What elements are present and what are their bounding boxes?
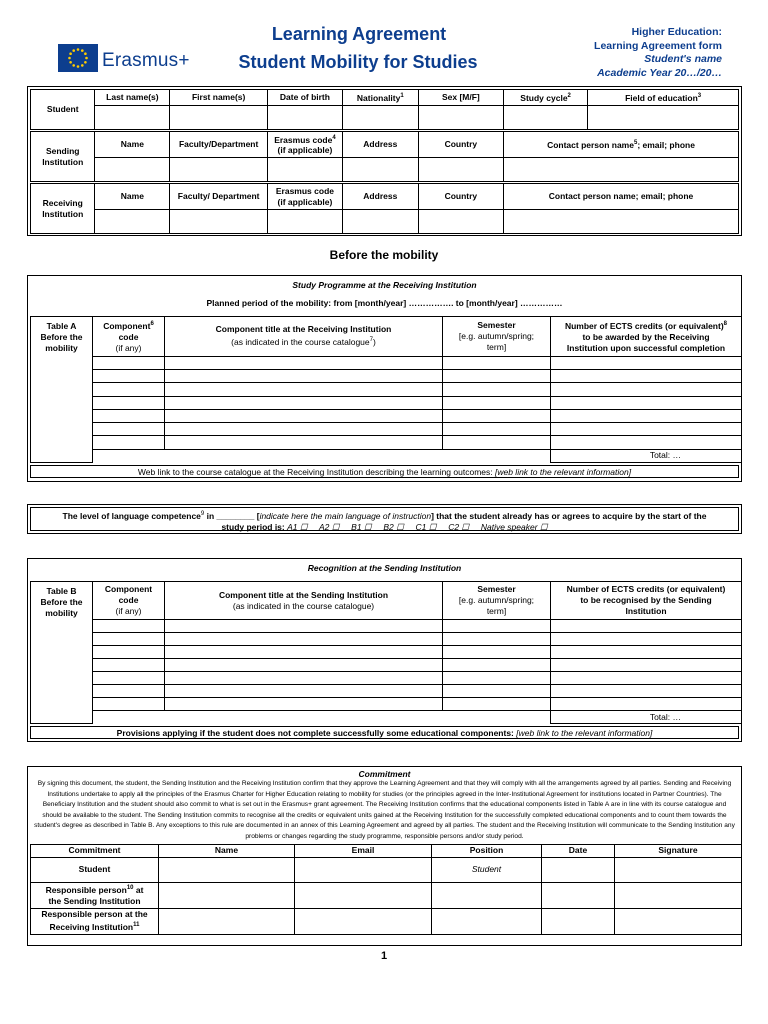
table-b-code-cell[interactable]: [93, 672, 165, 685]
table-a-ects-cell[interactable]: [551, 383, 742, 396]
sending-col-contact: Contact person name$^5$; email; phone: [504, 132, 739, 158]
student-name-field[interactable]: [159, 857, 295, 882]
student-email-field[interactable]: [295, 857, 432, 882]
table-a-code-cell[interactable]: [93, 383, 165, 396]
col-first-name: First name(s): [170, 90, 268, 106]
table-a-ects-cell[interactable]: [551, 356, 742, 369]
receiving-name-field[interactable]: [95, 210, 170, 234]
table-a-semester-cell[interactable]: [443, 436, 551, 449]
table-b-semester-cell[interactable]: [443, 685, 551, 698]
col-sex: Sex [M/F]: [418, 90, 503, 106]
table-b-ects-cell[interactable]: [551, 685, 742, 698]
table-b-code-cell[interactable]: [93, 685, 165, 698]
table-b-title-cell[interactable]: [165, 659, 443, 672]
form-info-line-1: Higher Education:: [631, 26, 722, 38]
table-b-title-cell[interactable]: [165, 633, 443, 646]
academic-year-label: Academic Year 20…/20…: [597, 66, 722, 79]
first-name-field[interactable]: [170, 106, 268, 130]
table-b-title-cell[interactable]: [165, 672, 443, 685]
commitment-row-sending: Responsible person$^{10}$ at the Sending Institution: [31, 882, 159, 908]
table-b-label: Table B Before the mobility: [31, 582, 93, 724]
table-a-title-cell[interactable]: [165, 396, 443, 409]
table-a-container: [27, 275, 742, 482]
last-name-field[interactable]: [95, 106, 170, 130]
table-b: [30, 581, 742, 724]
sending-col-address: Address: [342, 132, 418, 158]
table-b-ects-cell[interactable]: [551, 672, 742, 685]
receiving-col-erasmus-code: Erasmus code (if applicable): [268, 184, 343, 210]
table-a-code-cell[interactable]: [93, 396, 165, 409]
commitment-col-date: Date: [542, 844, 615, 857]
table-a-code-cell[interactable]: [93, 409, 165, 422]
table-a-ects-cell[interactable]: [551, 436, 742, 449]
table-b-col-semester: Semester [e.g. autumn/spring; term]: [443, 582, 551, 620]
table-b-code-cell[interactable]: [93, 698, 165, 711]
language-competence-box: [27, 504, 742, 534]
table-b-code-cell[interactable]: [93, 620, 165, 633]
commitment-col-email: Email: [295, 844, 432, 857]
commitment-row-receiving: Responsible person at the Receiving Institution$^{11}$: [31, 908, 159, 934]
sex-field[interactable]: [418, 106, 503, 130]
col-last-name: Last name(s): [95, 90, 170, 106]
table-a-title-cell[interactable]: [165, 383, 443, 396]
table-a-semester-cell[interactable]: [443, 383, 551, 396]
table-a-col-ects: Number of ECTS credits (or equivalent)$^8$ to be awarded by the Receiving Institution upon successful completion: [551, 317, 742, 357]
receiving-erasmus-code-field[interactable]: [268, 210, 343, 234]
table-a-title-cell[interactable]: [165, 423, 443, 436]
sending-name-field[interactable]: [95, 158, 170, 182]
table-b-ects-cell[interactable]: [551, 698, 742, 711]
receiving-col-country: Country: [418, 184, 503, 210]
table-b-ects-cell[interactable]: [551, 646, 742, 659]
table-b-semester-cell[interactable]: [443, 646, 551, 659]
col-study-cycle: Study cycle$^2$: [504, 90, 588, 106]
student-signature-field[interactable]: [615, 857, 742, 882]
table-b-semester-cell[interactable]: [443, 633, 551, 646]
col-nationality: Nationality$^1$: [342, 90, 418, 106]
table-b-title-cell[interactable]: [165, 685, 443, 698]
student-position-field[interactable]: Student: [432, 857, 542, 882]
sending-resp-name-field[interactable]: [159, 882, 295, 908]
course-catalogue-weblink[interactable]: Web link to the course catalogue at the Receiving Institution describing the learning outcomes: [web link to the relevant information]: [30, 465, 739, 478]
table-b-total[interactable]: Total: …: [551, 711, 742, 724]
receiving-col-address: Address: [342, 184, 418, 210]
sending-faculty-field[interactable]: [170, 158, 268, 182]
nationality-field[interactable]: [342, 106, 418, 130]
table-b-semester-cell[interactable]: [443, 659, 551, 672]
commitment-col-commitment: Commitment: [31, 844, 159, 857]
table-b-title-cell[interactable]: [165, 698, 443, 711]
table-b-ects-cell[interactable]: [551, 659, 742, 672]
table-a-semester-cell[interactable]: [443, 370, 551, 383]
receiving-col-contact: Contact person name; email; phone: [504, 184, 739, 210]
table-a-title-cell[interactable]: [165, 356, 443, 369]
table-a-code-cell[interactable]: [93, 436, 165, 449]
table-b-code-cell[interactable]: [93, 633, 165, 646]
commitment-col-position: Position: [432, 844, 542, 857]
receiving-resp-email-field[interactable]: [295, 908, 432, 934]
provisions-weblink[interactable]: Provisions applying if the student does not complete successfully some educational components: [web link to the relevant information]: [30, 726, 739, 739]
commitment-title: Commitment: [358, 769, 411, 779]
page-title: Learning Agreement: [271, 24, 447, 44]
receiving-resp-name-field[interactable]: [159, 908, 295, 934]
students-name-label: Student's name: [644, 53, 722, 65]
table-b-semester-cell[interactable]: [443, 620, 551, 633]
table-b-col-title: Component title at the Sending Institution (as indicated in the course catalogue): [165, 582, 443, 620]
table-b-ects-cell[interactable]: [551, 633, 742, 646]
page-number: 1: [380, 950, 388, 962]
page-subtitle: Student Mobility for Studies: [238, 52, 478, 72]
col-date-of-birth: Date of birth: [268, 90, 343, 106]
commitment-col-signature: Signature: [615, 844, 742, 857]
study-cycle-field[interactable]: [504, 106, 588, 130]
table-a-ects-cell[interactable]: [551, 396, 742, 409]
study-programme-title: Study Programme at the Receiving Institution: [292, 280, 477, 290]
commitment-table: [30, 844, 742, 935]
table-b-semester-cell[interactable]: [443, 698, 551, 711]
table-a-ects-cell[interactable]: [551, 409, 742, 422]
sending-resp-signature-field[interactable]: [615, 882, 742, 908]
table-a-semester-cell[interactable]: [443, 423, 551, 436]
eu-flag-icon: [58, 44, 98, 72]
table-a-title-cell[interactable]: [165, 370, 443, 383]
sending-contact-field[interactable]: [504, 158, 739, 182]
receiving-resp-date-field[interactable]: [542, 908, 615, 934]
commitment-container: [27, 766, 742, 946]
commitment-text: By signing this document, the student, the Sending Institution and the Receiving Institution confirm that they approve the Learning Agreement and that they will comply with all the arrangements agreed by all parties. Sending and Receiving Institutions undertake to apply all the principles of the Erasmus Charter for Higher Education relating to mobility for studies (or the principles agreed in the Inter-Institutional Agreement for institutions located in Partner Countries). The Beneficiary Institution and the student should also commit to what is set out in the Erasmus+ grant agreement. The Receiving Institution confirms that the educational components listed in Table A are in line with its course catalogue and should be available to the student. The Sending Institution commits to recognise all the credits or equivalent units gained at the Receiving Institution for the successfully completed educational components and to count them towards the student's degree as described in Table B. Any exceptions to this rule are documented in an annex of this Learning Agreement and agreed by all parties. The student and the Receiving Institution will communicate to the Sending Institution any problems or changes regarding the study programme, responsible persons and/or study period.: [34, 780, 735, 840]
sending-col-name: Name: [95, 132, 170, 158]
receiving-contact-field[interactable]: [504, 210, 739, 234]
table-a-ects-cell[interactable]: [551, 423, 742, 436]
table-a-label: Table A Before the mobility: [31, 317, 93, 463]
table-a-semester-cell[interactable]: [443, 409, 551, 422]
table-a-col-semester: Semester [e.g. autumn/spring; term]: [443, 317, 551, 357]
table-b-col-ects: Number of ECTS credits (or equivalent) to be recognised by the Sending Institution: [551, 582, 742, 620]
receiving-resp-position-field[interactable]: [432, 908, 542, 934]
receiving-institution-label: Receiving Institution: [31, 184, 95, 234]
sending-institution-label: Sending Institution: [31, 132, 95, 182]
form-info-block: [594, 26, 722, 80]
recognition-title: Recognition at the Sending Institution: [307, 563, 462, 573]
table-b-ects-cell[interactable]: [551, 620, 742, 633]
student-row-label: Student: [31, 90, 95, 130]
sending-col-faculty: Faculty/Department: [170, 132, 268, 158]
table-a-title-cell[interactable]: [165, 436, 443, 449]
receiving-col-faculty: Faculty/ Department: [170, 184, 268, 210]
table-b-semester-cell[interactable]: [443, 672, 551, 685]
table-a-code-cell[interactable]: [93, 370, 165, 383]
language-competence-line-1: The level of language competence$^9$ in ________ [indicate here the main language of instruction] that the student already has or agrees to acquire by the start of the: [62, 510, 707, 521]
table-b-container: [27, 558, 742, 742]
sending-resp-email-field[interactable]: [295, 882, 432, 908]
sending-resp-date-field[interactable]: [542, 882, 615, 908]
table-b-title-cell[interactable]: [165, 620, 443, 633]
planned-period: Planned period of the mobility: from [month/year] ……………. to [month/year] ……………: [206, 298, 563, 308]
student-date-field[interactable]: [542, 857, 615, 882]
field-of-education-field[interactable]: [588, 106, 739, 130]
language-competence-line-2[interactable]: study period is: A1 ☐ A2 ☐ B1 ☐ B2 ☐ C1 ☐ C2 ☐ Native speaker ☐: [221, 521, 548, 532]
sending-address-field[interactable]: [342, 158, 418, 182]
table-a-semester-cell[interactable]: [443, 396, 551, 409]
table-a-col-title: Component title at the Receiving Institution (as indicated in the course catalogue$^7$): [165, 317, 443, 357]
col-field-of-education: Field of education$^3$: [588, 90, 739, 106]
logo-text: Erasmus+: [102, 50, 190, 71]
table-a-ects-cell[interactable]: [551, 370, 742, 383]
commitment-col-name: Name: [159, 844, 295, 857]
table-a-total[interactable]: Total: …: [551, 449, 742, 462]
table-a-semester-cell[interactable]: [443, 356, 551, 369]
table-b-code-cell[interactable]: [93, 659, 165, 672]
table-b-title-cell[interactable]: [165, 646, 443, 659]
receiving-country-field[interactable]: [418, 210, 503, 234]
erasmus-logo: [58, 44, 198, 76]
before-mobility-heading: Before the mobility: [329, 248, 439, 262]
table-a-title-cell[interactable]: [165, 409, 443, 422]
receiving-resp-signature-field[interactable]: [615, 908, 742, 934]
commitment-row-student: Student: [31, 857, 159, 882]
table-b-col-code: Component code (if any): [93, 582, 165, 620]
table-a-col-code: Component$^6$ code (if any): [93, 317, 165, 357]
sending-resp-position-field[interactable]: [432, 882, 542, 908]
sending-col-erasmus-code: Erasmus code$^4$ (if applicable): [268, 132, 343, 158]
table-b-code-cell[interactable]: [93, 646, 165, 659]
participants-table: [27, 86, 742, 236]
sending-erasmus-code-field[interactable]: [268, 158, 343, 182]
receiving-faculty-field[interactable]: [170, 210, 268, 234]
receiving-address-field[interactable]: [342, 210, 418, 234]
table-a-code-cell[interactable]: [93, 356, 165, 369]
sending-country-field[interactable]: [418, 158, 503, 182]
table-a-code-cell[interactable]: [93, 423, 165, 436]
form-info-line-2: Learning Agreement form: [594, 39, 722, 52]
table-a: [30, 316, 742, 463]
receiving-col-name: Name: [95, 184, 170, 210]
sending-col-country: Country: [418, 132, 503, 158]
date-of-birth-field[interactable]: [268, 106, 343, 130]
